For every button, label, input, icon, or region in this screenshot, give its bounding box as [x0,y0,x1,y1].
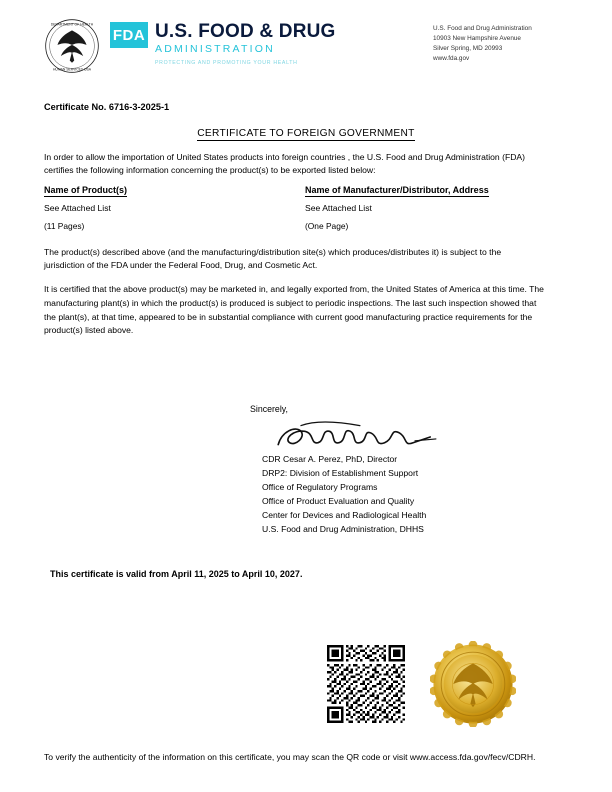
signer-block [262,453,426,537]
svg-text:HUMAN SERVICES USA: HUMAN SERVICES USA [52,67,92,72]
validity-statement: This certificate is valid from April 11, 2025 to April 10, 2027. [50,569,303,579]
page-title-text: CERTIFICATE TO FOREIGN GOVERNMENT [197,128,415,139]
product-column-header: Name of Product(s) [44,185,128,195]
svg-text:DEPARTMENT OF HEALTH: DEPARTMENT OF HEALTH [50,22,94,27]
certification-paragraph: It is certified that the above product(s) may be marketed in, and legally exported from, the United States of America at this time. The manufacturing plant(s) in which the product(s) is produced is subject to periodic inspections. The last such inspection showed that the plant(s), at that time, appeared to be in substantial compliance with current good manufacturing practice requirements for the product(s) listed above. [44,284,544,336]
signer-line: Office of Product Evaluation and Quality [262,495,415,506]
signer-line: CDR Cesar A. Perez, PhD, Director [262,454,398,464]
closing-text: Sincerely, [250,404,288,414]
certificate-number: Certificate No. 6716-3-2025-1 [44,102,170,112]
manufacturer-column-note: (One Page) [305,221,349,231]
intro-paragraph: In order to allow the importation of United States products into foreign countries , the U.S. Food and Drug Administration (FDA) certifies the following information concerning the product(s) to be exported listed below: [44,152,526,176]
document-header [44,16,568,78]
qr-code-icon[interactable] [327,645,405,723]
fda-badge: FDA [110,22,148,48]
signer-line: Center for Devices and Radiological Health [262,509,427,520]
manufacturer-column-value: See Attached List [305,203,372,213]
page-title [0,128,612,139]
address-line: U.S. Food and Drug Administration [433,25,532,32]
hhs-eagle-seal-icon [44,18,100,74]
address-line: 10903 New Hampshire Avenue [433,34,521,42]
jurisdiction-paragraph: The product(s) described above (and the manufacturing/distribution site(s) which produces/distributes it) is subject to the jurisdiction of the FDA under the Federal Food, Drug, and Cosmetic Act. [44,247,502,271]
signer-line: DRP2: Division of Establishment Support [262,467,419,478]
agency-subtitle: ADMINISTRATION [155,43,275,55]
address-line: www.fda.gov [433,54,470,62]
product-column-note: (11 Pages) [44,221,85,231]
signer-line: U.S. Food and Drug Administration, DHHS [262,523,424,534]
product-column-value: See Attached List [44,203,111,213]
address-line: Silver Spring, MD 20993 [433,44,503,52]
manufacturer-column-header: Name of Manufacturer/Distributor, Address [305,185,489,195]
gold-embossed-seal-icon [430,641,516,727]
agency-title: U.S. FOOD & DRUG [155,21,336,42]
verification-footer: To verify the authenticity of the information on this certificate, you may scan the QR code or visit www.access.fda.gov/fecv/CDRH. [44,752,536,762]
agency-address [433,24,568,64]
handwritten-signature [268,418,448,456]
agency-tagline: PROTECTING AND PROMOTING YOUR HEALTH [155,59,298,66]
signer-line: Office of Regulatory Programs [262,481,378,492]
fda-logo [110,22,336,66]
